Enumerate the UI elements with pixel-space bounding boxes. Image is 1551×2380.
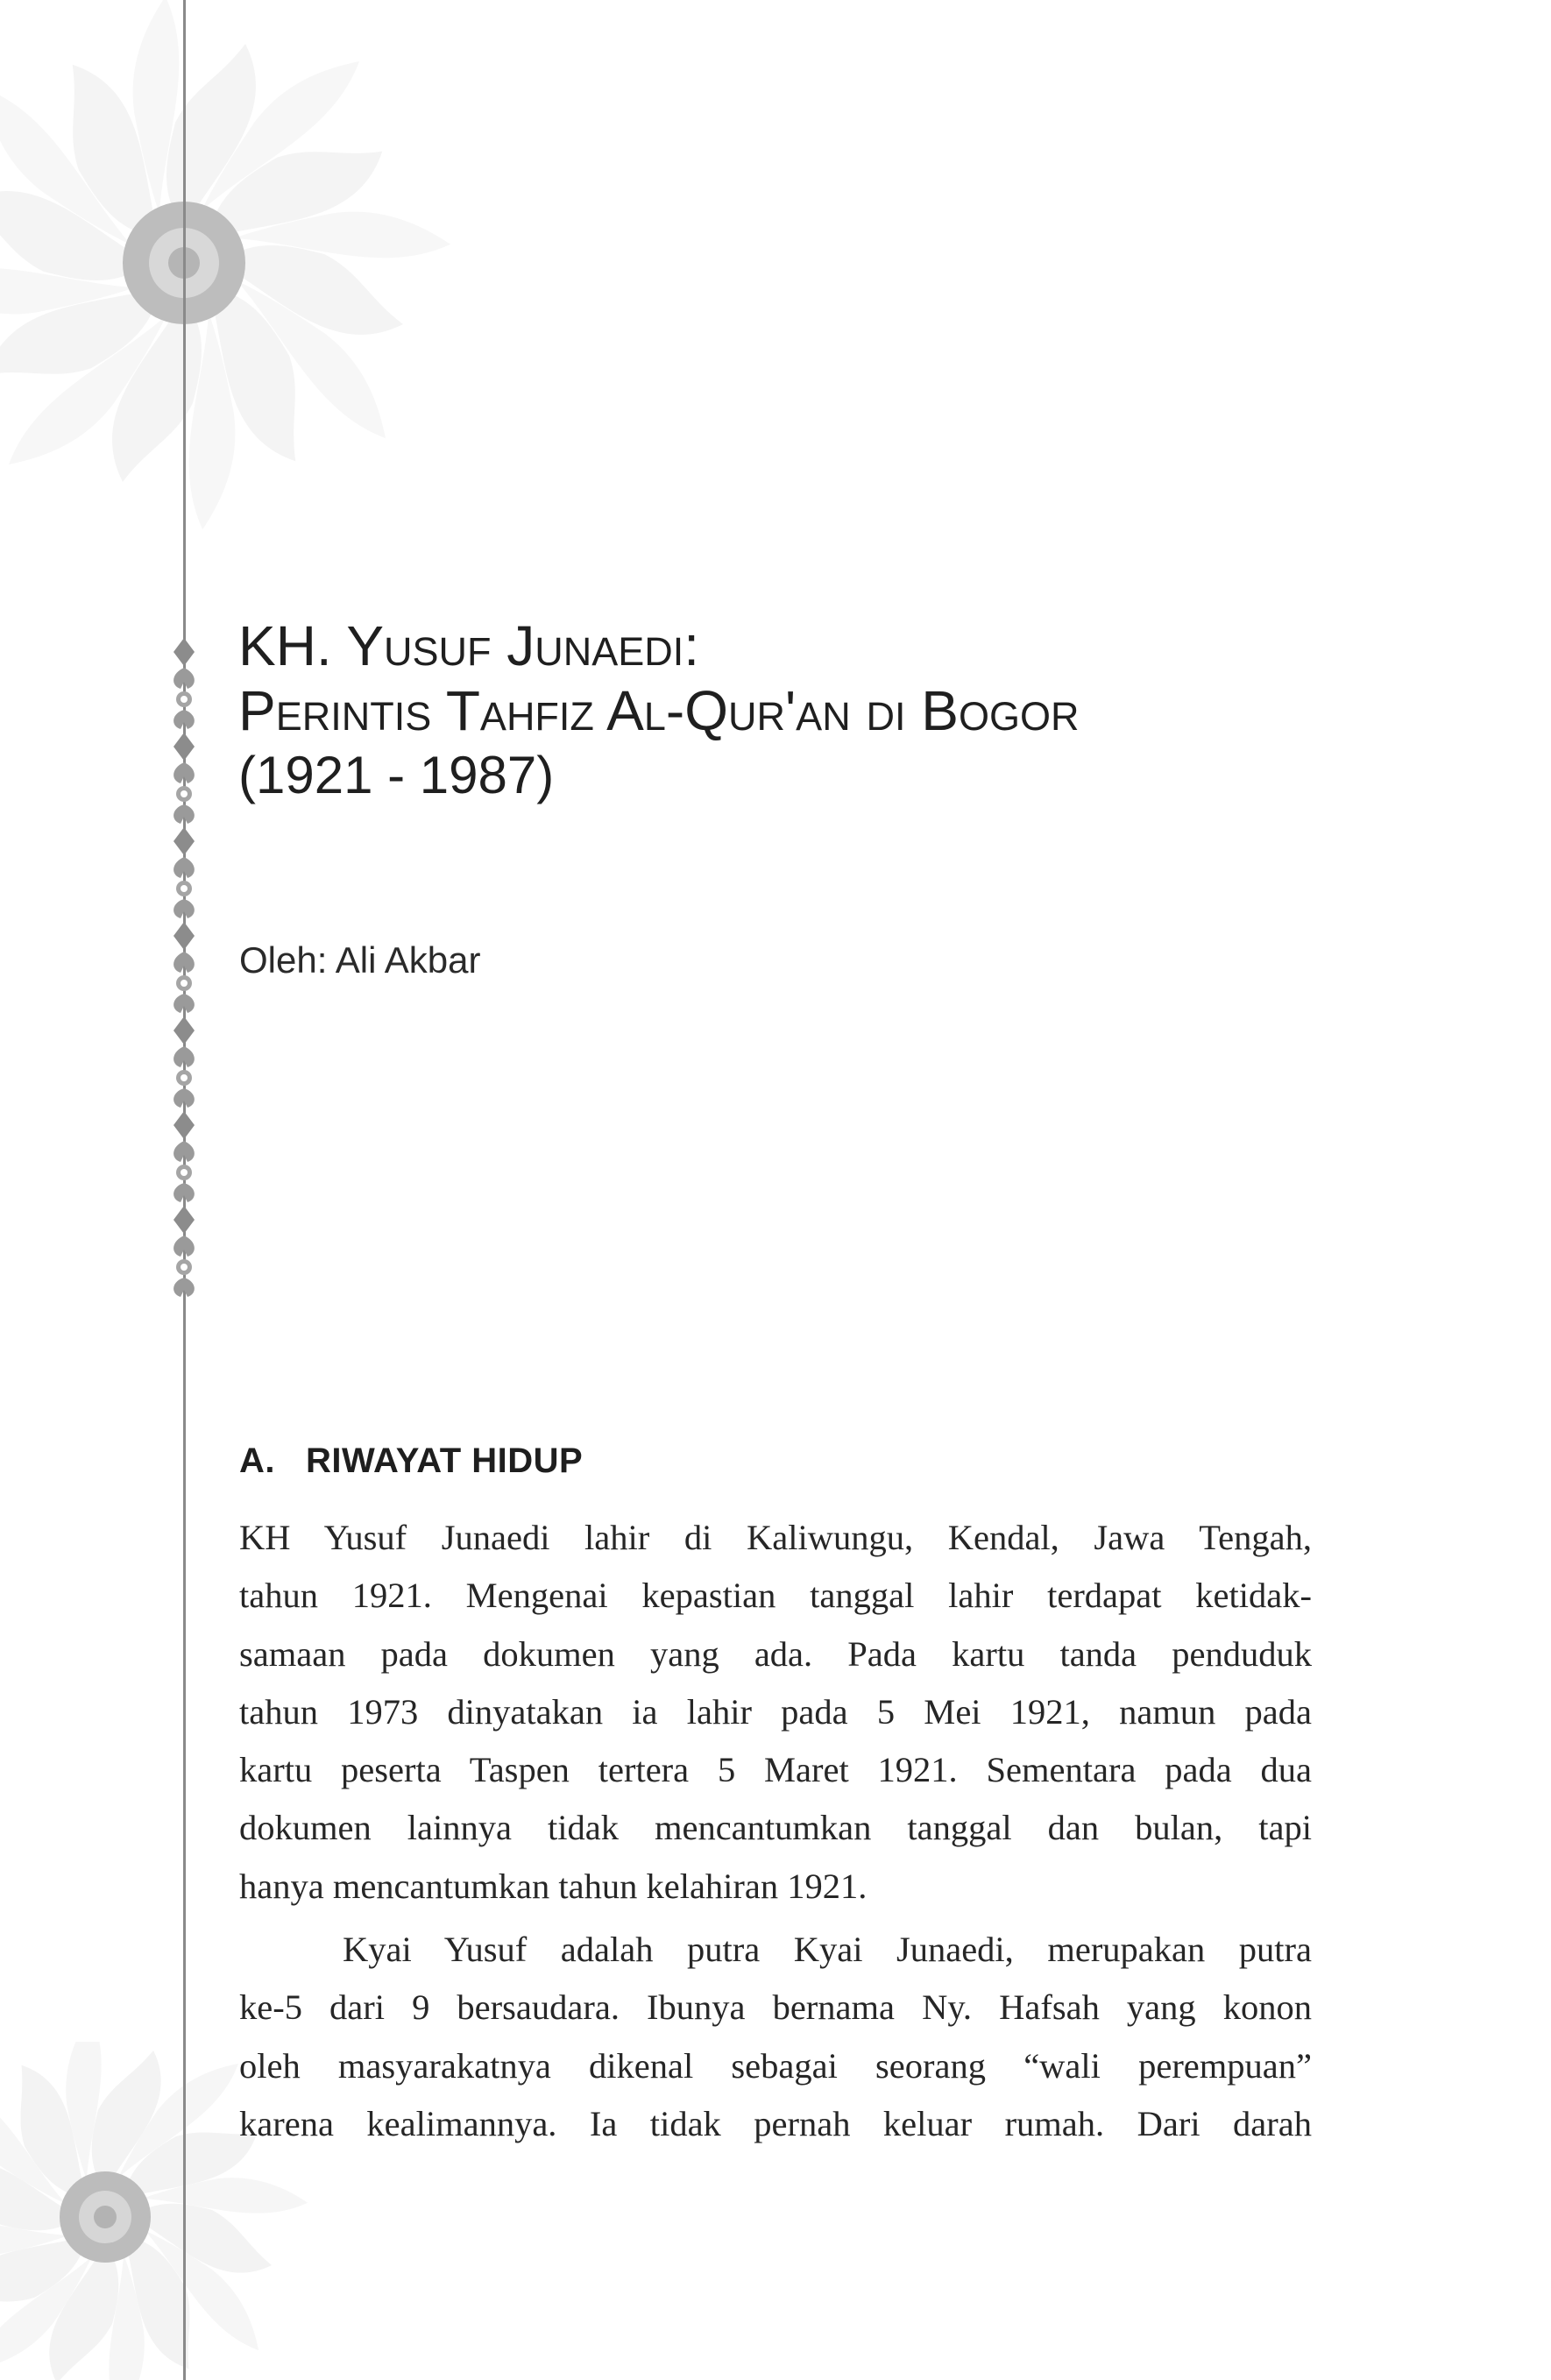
title-line-3: (1921 - 1987) xyxy=(238,746,555,804)
paragraph-line: oleh masyarakatnya dikenal sebagai seorang “wali perempuan” xyxy=(239,2045,1312,2086)
paragraph-line: dokumen lainnya tidak mencantumkan tanggal dan bulan, tapi xyxy=(239,1808,1312,1848)
paragraph-1 xyxy=(239,1509,1312,1916)
title-line-2: Perintis Tahfiz Al-Qur'an di Bogor xyxy=(238,679,1080,742)
author-byline: Oleh: Ali Akbar xyxy=(239,939,481,981)
title-line-1: KH. Yusuf Junaedi: xyxy=(238,614,700,677)
paragraph-line: KH Yusuf Junaedi lahir di Kaliwungu, Kendal, Jawa Tengah, xyxy=(239,1518,1312,1557)
body-text xyxy=(239,1509,1312,2153)
top-floral-ornament-icon xyxy=(0,0,491,613)
paragraph-line: ke-5 dari 9 bersaudara. Ibunya bernama Ny. Hafsah yang konon xyxy=(239,1987,1312,2028)
diamond-chain-border-icon xyxy=(158,638,210,1304)
paragraph-line: tahun 1973 dinyatakan ia lahir pada 5 Mei 1921, namun pada xyxy=(239,1691,1312,1732)
section-title: RIWAYAT HIDUP xyxy=(306,1441,584,1480)
chapter-title xyxy=(238,613,1377,808)
section-number: A. xyxy=(239,1441,275,1480)
paragraph-line: karena kealimannya. Ia tidak pernah keluar rumah. Dari darah xyxy=(239,2103,1312,2143)
section-heading xyxy=(239,1441,583,1481)
paragraph-line: kartu peserta Taspen tertera 5 Maret 1921. Sementara pada dua xyxy=(239,1750,1312,1790)
paragraph-line: hanya mencantumkan tahun kelahiran 1921. xyxy=(239,1866,868,1906)
paragraph-line: tahun 1921. Mengenai kepastian tanggal lahir terdapat ketidak- xyxy=(239,1576,1312,1616)
paragraph-2 xyxy=(239,1921,1312,2153)
paragraph-line: samaan pada dokumen yang ada. Pada kartu tanda penduduk xyxy=(239,1633,1312,1674)
paragraph-line: Kyai Yusuf adalah putra Kyai Junaedi, merupakan putra xyxy=(343,1930,1312,1970)
